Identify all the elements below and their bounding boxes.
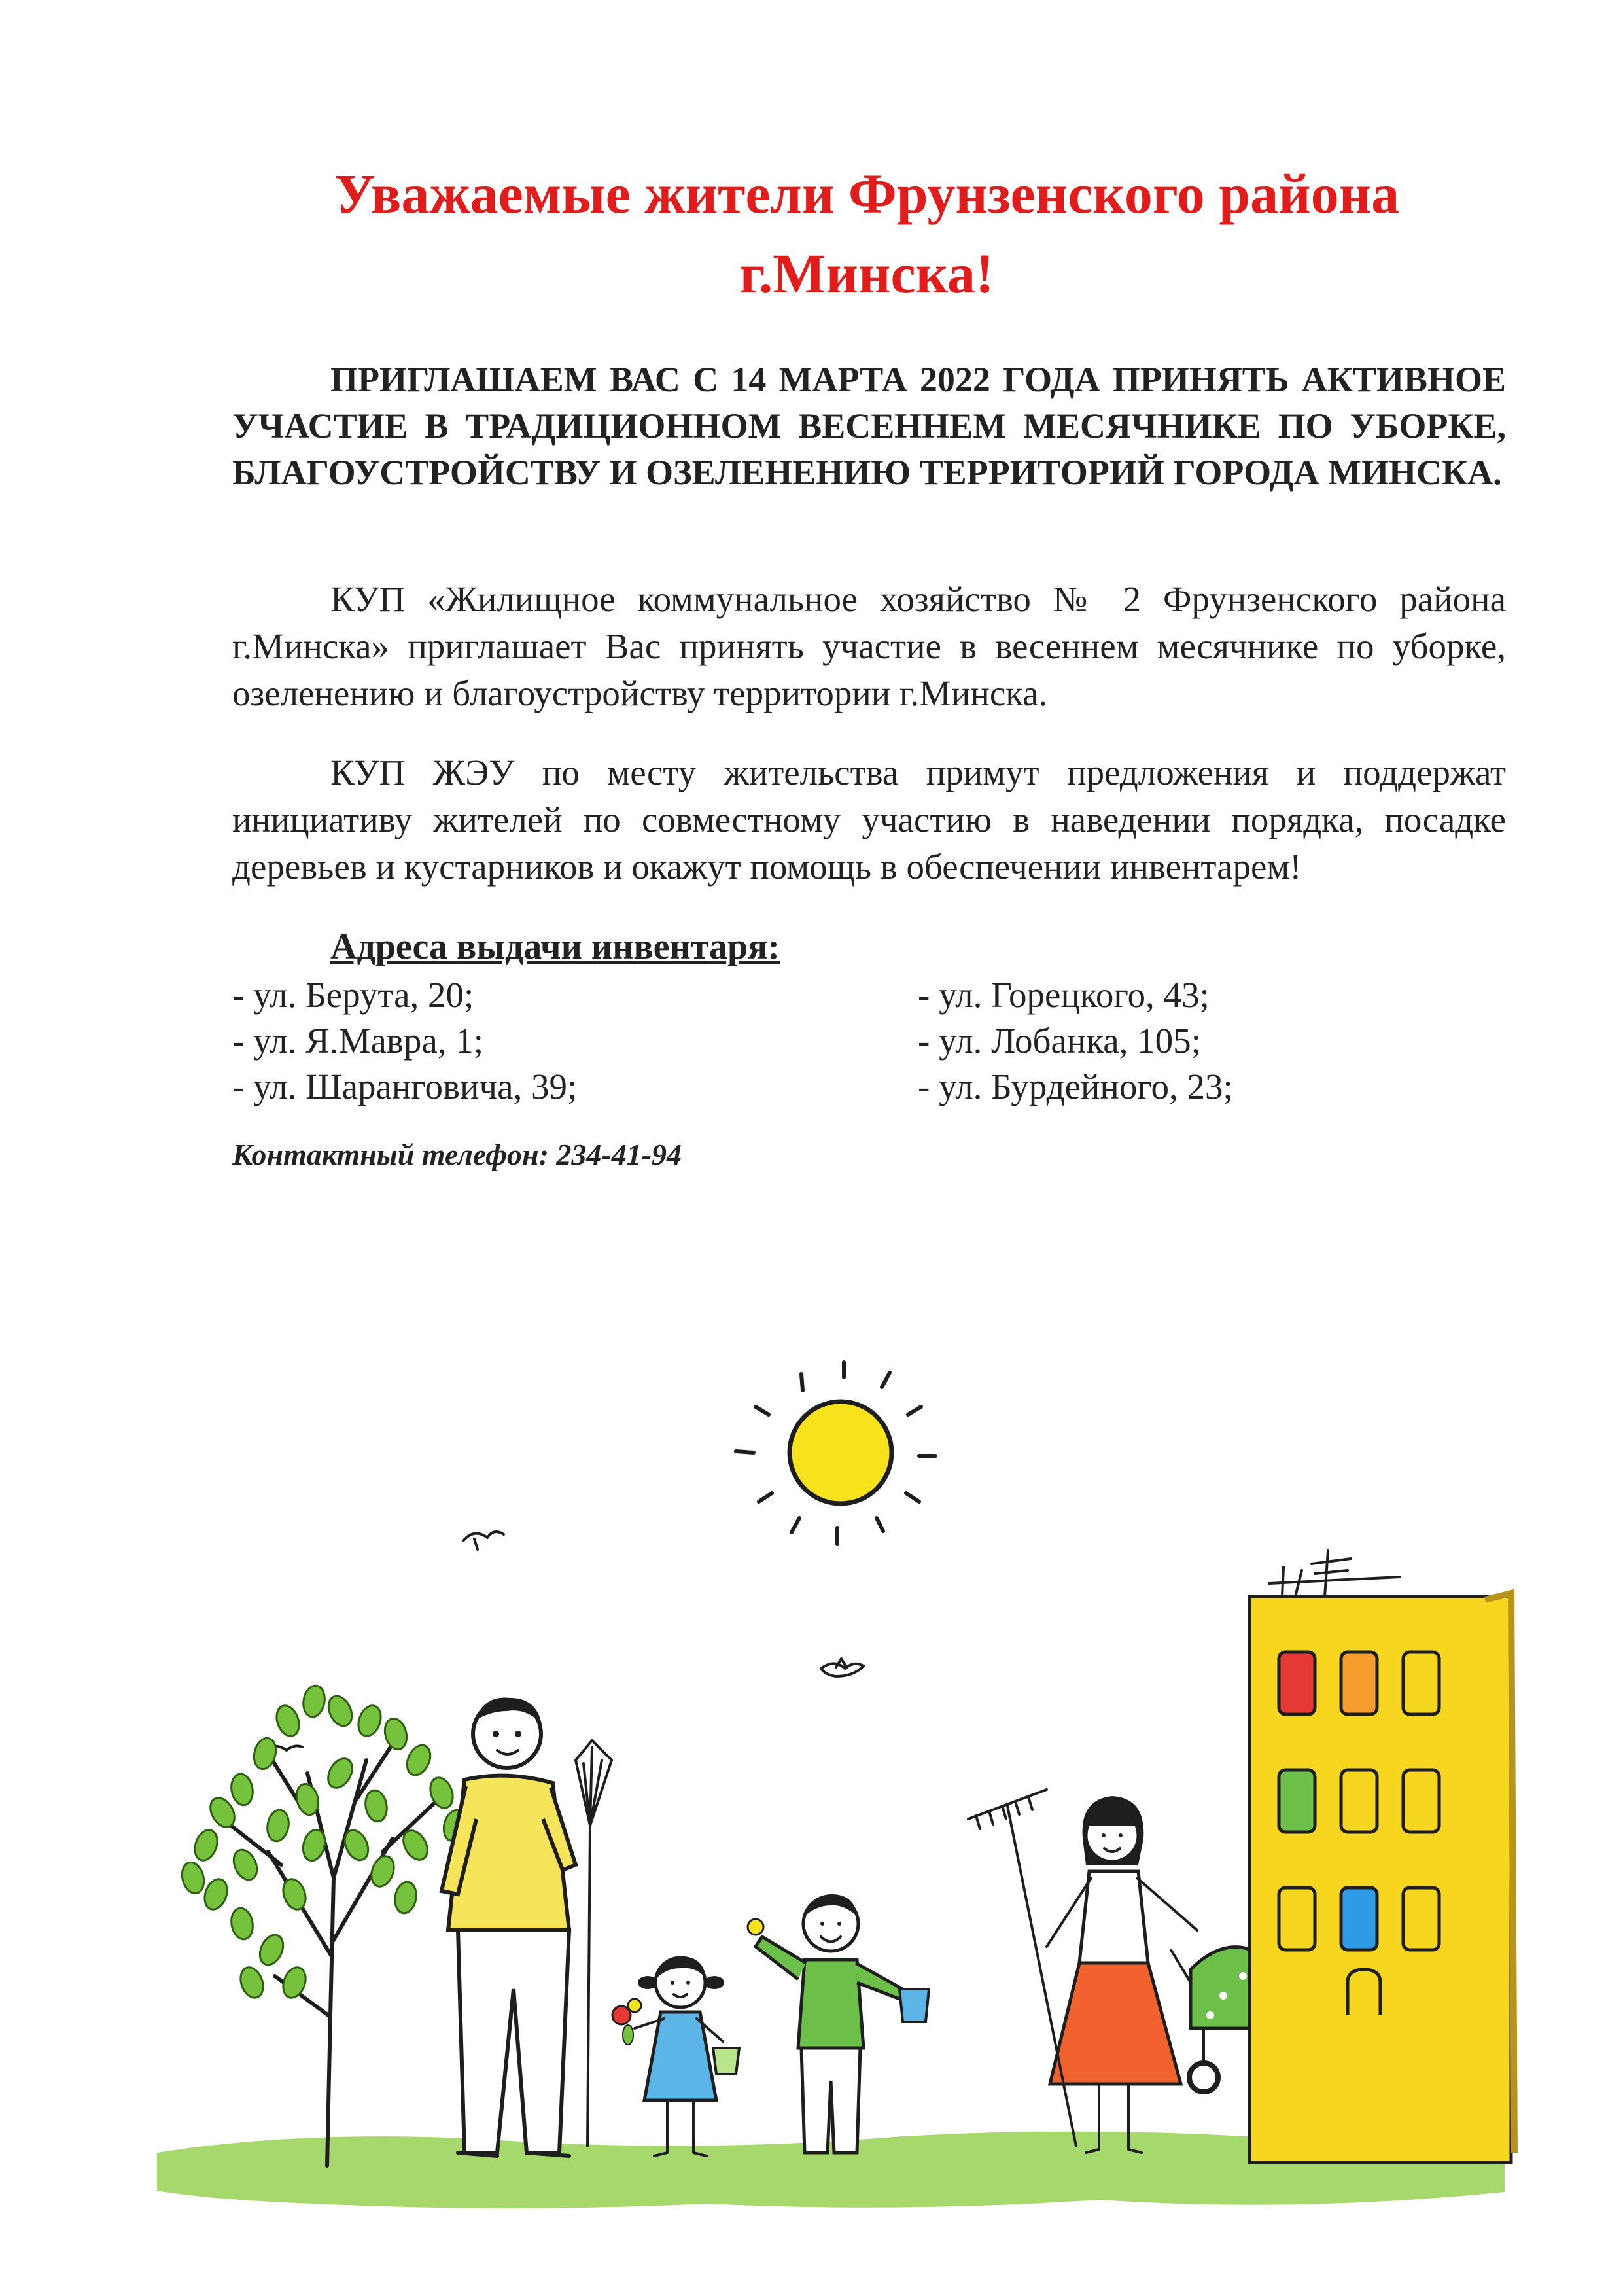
zheu-paragraph-text: КУП ЖЭУ по месту жительства примут предложения и поддержат инициативу жителей по совместному участию в наведении порядка, посадке деревьев и кустарников и окажут помощь в обеспечении инвентарем! (232, 752, 1506, 887)
title-line-2: г.Минска! (739, 242, 994, 305)
title-line-1: Уважаемые жители Фрунзенского района (334, 162, 1400, 225)
apartment-building (1249, 1551, 1514, 2163)
address-item: - ул. Я.Мавра, 1; (232, 1021, 484, 1061)
antenna-icon (1269, 1551, 1400, 1597)
address-item: - ул. Горецкого, 43; (918, 975, 1210, 1015)
spring-cleanup-illustration (118, 1302, 1544, 2238)
addresses-heading: Адреса выдачи инвентаря: (330, 927, 780, 967)
address-list-right (918, 972, 1233, 1110)
address-item: - ул. Лобанка, 105; (918, 1021, 1201, 1061)
address-item: - ул. Шаранговича, 39; (232, 1067, 578, 1106)
address-list-left (232, 972, 577, 1110)
zheu-paragraph (232, 749, 1506, 891)
woman-figure (968, 1790, 1197, 2153)
kup-paragraph-text: КУП «Жилищное коммунальное хозяйство № 2 Фрунзенского района г.Минска» приглашает Вас принять участие в весеннем месячнике по уборке, озеленению и благоустройству территории г.Минска. (232, 579, 1506, 713)
bucket-icon (899, 1989, 929, 2022)
man-figure (442, 1697, 612, 2156)
bird-icon (463, 1532, 504, 1549)
address-item: - ул. Бурдейного, 23; (918, 1067, 1233, 1106)
girl-figure (612, 1956, 739, 2156)
tree-icon (179, 1684, 487, 2166)
page-title (222, 154, 1511, 313)
invitation-text: ПРИГЛАШАЕМ ВАС С 14 МАРТА 2022 ГОДА ПРИНЯТЬ АКТИВНОЕ УЧАСТИЕ В ТРАДИЦИОННОМ ВЕСЕННЕМ МЕСЯЧНИКЕ ПО УБОРКЕ, БЛАГОУСТРОЙСТВУ И ОЗЕЛЕНЕНИЮ ТЕРРИТОРИЙ ГОРОДА МИНСКА. (232, 360, 1506, 492)
bucket-icon (713, 2048, 739, 2074)
bird-icon (821, 1659, 864, 1676)
boy-figure (748, 1894, 929, 2153)
address-item: - ул. Берута, 20; (232, 975, 474, 1015)
invitation-paragraph (232, 357, 1506, 496)
flowers-icon (612, 1999, 641, 2045)
sun-icon (736, 1362, 935, 1544)
contact-phone: Контактный телефон: 234-41-94 (232, 1138, 682, 1171)
kup-paragraph (232, 576, 1506, 717)
